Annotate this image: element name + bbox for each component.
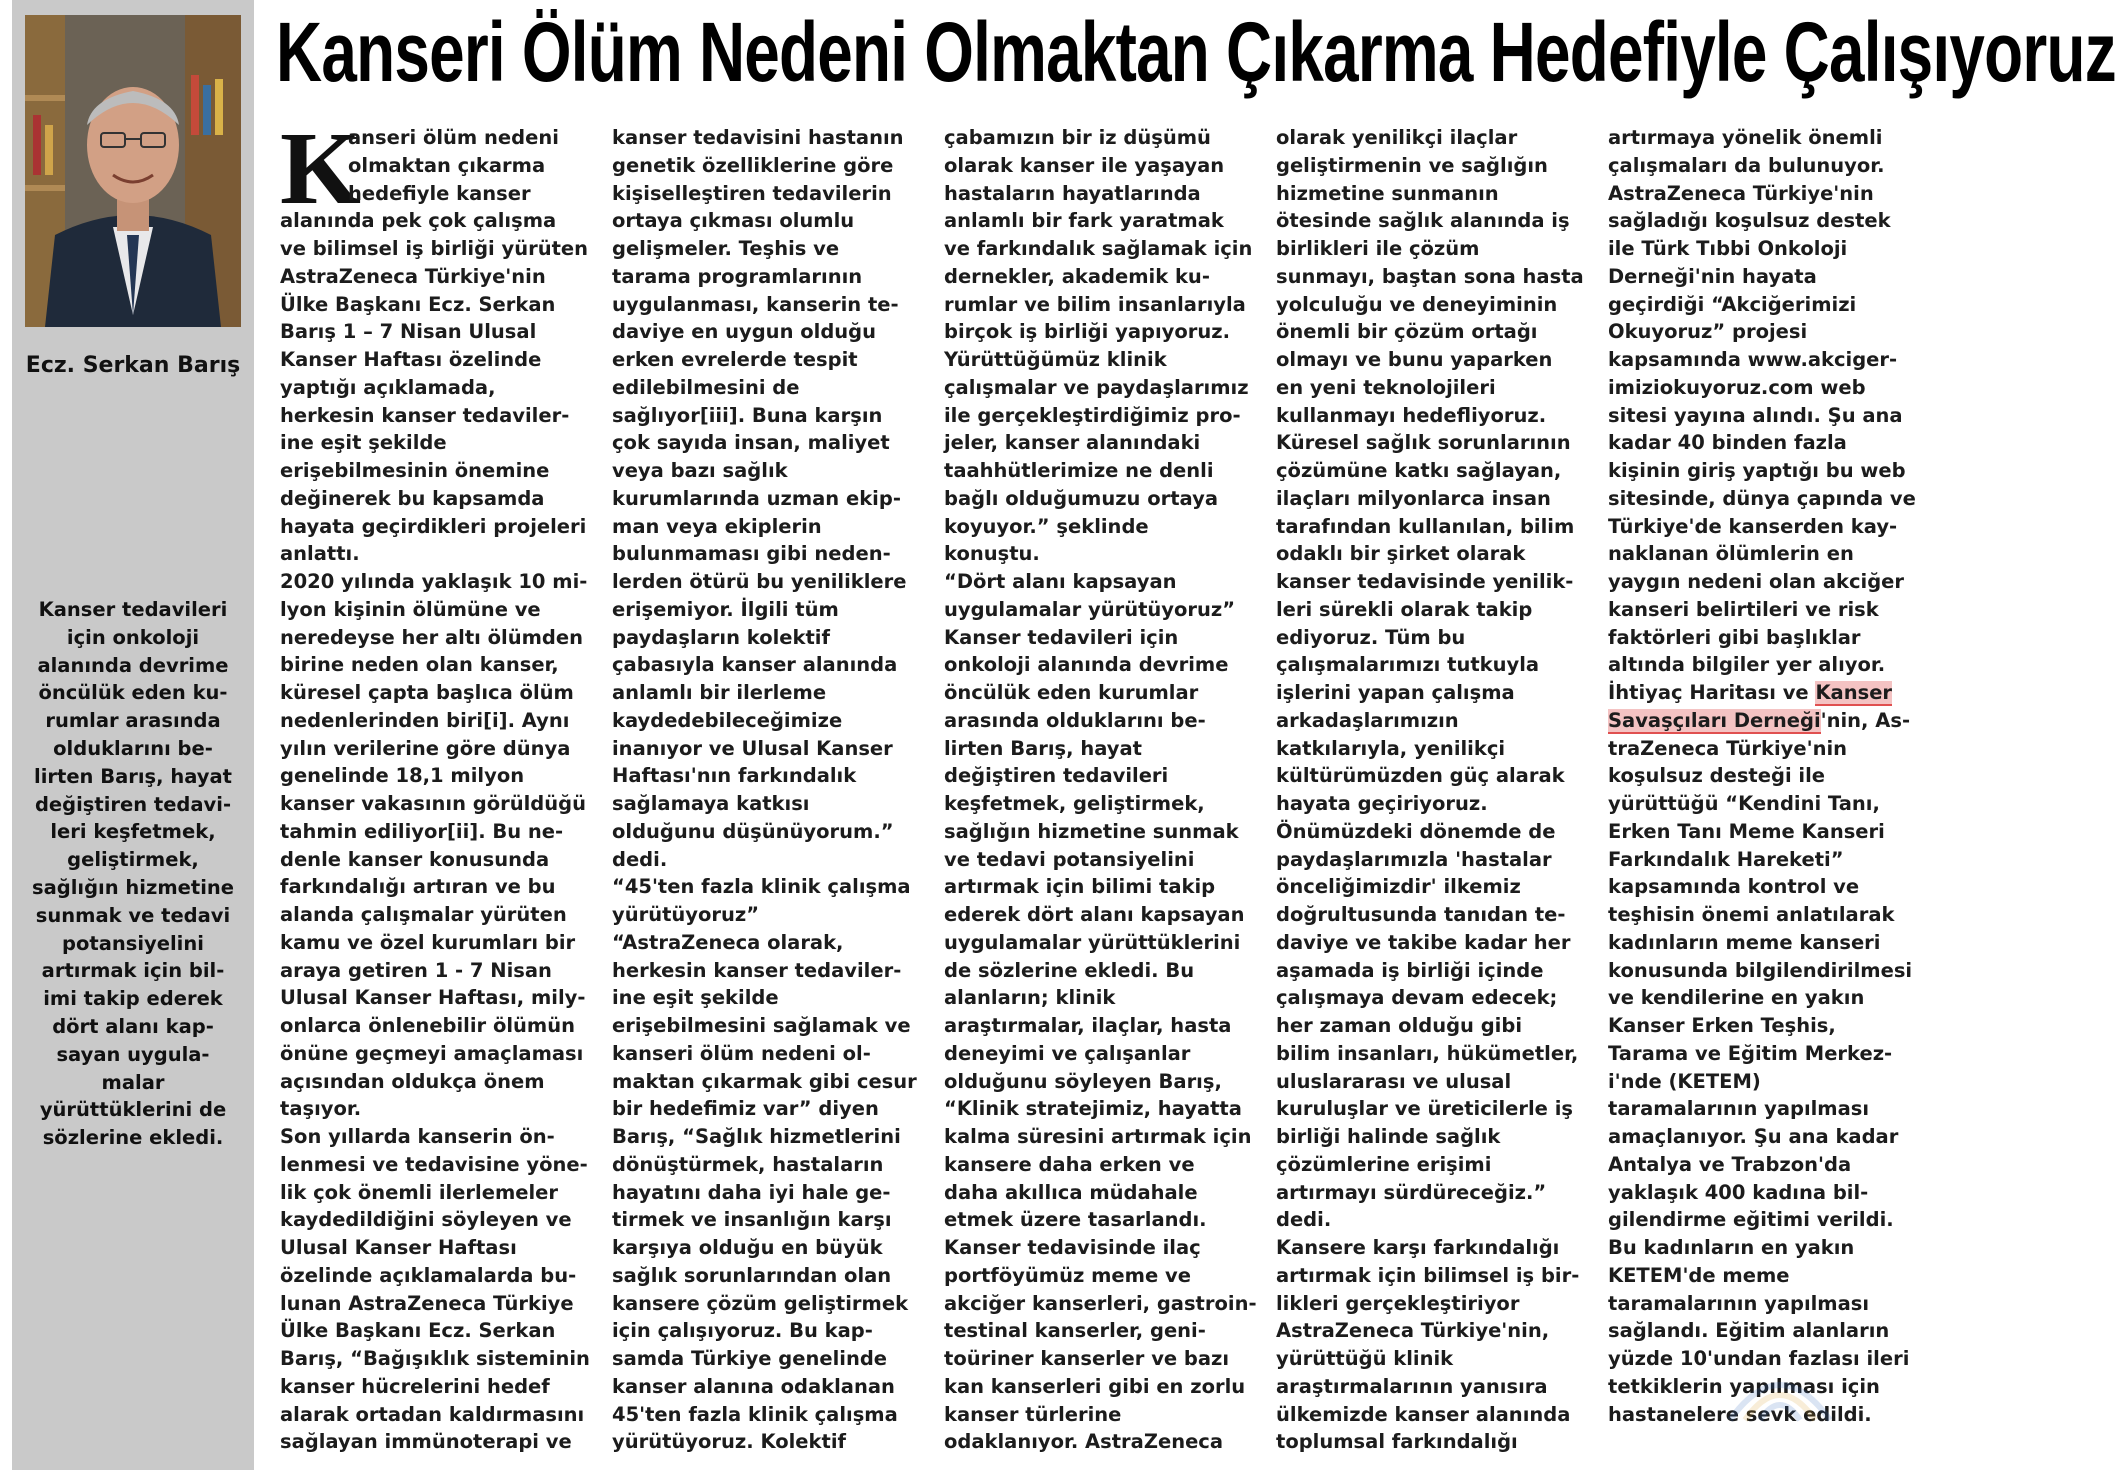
article-line: araştırmalar, ilaçlar, hasta [944,1014,1232,1037]
article-line: edilebilmesini de [612,375,800,399]
article-line: alanında pek çok çalışma [280,209,557,233]
article-line: ile gerçekleştirdiğimiz pro- [944,403,1241,427]
article-line: leri sürekli olarak takip [1276,597,1533,621]
article-line: toplumsal farkındalığı [1276,1430,1518,1454]
article-line: kadar 40 binden fazla [1608,431,1847,455]
pull-quote-line: lirten Barış, hayat [34,764,232,788]
article-line: taşıyor. [280,1097,362,1121]
pull-quote-line: rumlar arasında [45,709,221,733]
pull-quote-line: geliştirmek, [67,848,199,872]
article-line: koşulsuz desteği ile [1608,764,1826,788]
article-line: hayata geçiriyoruz. [1276,792,1488,815]
article-line: ortaya çıkması olumlu [612,209,855,233]
pull-quote-line: sağlığın hizmetine [32,875,234,899]
article-line: özelinde açıklamalarda bu- [280,1263,577,1287]
article-line: sağlıyor[iii]. Buna karşın [612,403,883,427]
article-line: akciğer kanserleri, gastroin- [944,1291,1257,1315]
article-line: ine eşit şekilde [280,431,447,455]
article-line: olmaktan çıkarma [348,153,546,177]
article-line: amaçlanıyor. Şu ana kadar [1608,1125,1899,1148]
article-line: geliştirmenin ve sağlığın [1276,153,1548,177]
article-line: konusunda bilgilendirilmesi [1608,958,1913,982]
highlighted-text: Kanser [1815,681,1893,704]
article-line: Ulusal Kanser Haftası [280,1236,517,1259]
article-column-5 [1608,124,1928,1428]
article-line: uygulamalar yürüttüklerini [944,930,1241,954]
pull-quote-line: değiştiren tedavi- [34,792,232,816]
article-line: faktörleri gibi başlıklar [1608,625,1861,649]
article-line: hastanelere sevk edildi. [1608,1402,1872,1426]
article-line: maktan çıkarmak gibi cesur [612,1069,917,1093]
article-line: dedi. [1276,1208,1332,1232]
article-line: artırmak için bilimsel iş bir- [1276,1263,1580,1287]
article-line: olmayı ve bunu yaparken [1276,348,1553,371]
article-line: Kanser tedavileri için [944,625,1179,649]
article-line: portföyümüz meme ve [944,1263,1191,1287]
article-line: kaydedildiğini söyleyen ve [280,1208,572,1232]
article-line: i'nde (KETEM) [1608,1069,1761,1093]
article-line: tetkiklerin yapılması için [1608,1374,1880,1398]
article-line: Ulusal Kanser Haftası, mily- [280,986,586,1010]
article-line: taramalarının yapılması [1608,1097,1870,1121]
article-line: çözümüne katkı sağlayan, [1276,459,1562,482]
article-line: denle kanser konusunda [280,847,550,871]
article-line: Kanser Haftası özelinde [280,348,542,371]
article-line: keşfetmek, geliştirmek, [944,792,1205,815]
article-line: etmek üzere tasarlandı. [944,1208,1207,1232]
article-line: genetik özelliklerine göre [612,153,894,177]
article-line: Derneği'nin hayata [1608,264,1817,288]
article-line: olarak kanser ile yaşayan [944,153,1225,177]
article-line: onlarca önlenebilir ölümün [280,1014,576,1037]
article-line: çalışmaya devam edecek; [1276,986,1558,1010]
article-line: kansere daha erken ve [944,1152,1195,1176]
pull-quote-line: öncülük eden ku- [38,681,228,705]
article-line: kadınların meme kanseri [1608,930,1881,954]
article-line: kanser tedavisini hastanın [612,126,904,149]
article-line: artırmayı sürdüreceğiz.” [1276,1180,1547,1204]
article-line: tahmin ediliyor[ii]. Bu ne- [280,819,564,843]
article-line: kanser türlerine [944,1402,1122,1426]
article-line: geçirdiği “Akciğerimizi [1608,292,1857,316]
article-line: yaklaşık 400 kadına bil- [1608,1180,1869,1204]
article-line: “Klinik stratejimiz, hayatta [944,1097,1242,1121]
article-line: alanda çalışmalar yürüten [280,903,567,926]
article-line: uygulanması, kanserin te- [612,292,899,316]
article-line: “AstraZeneca olarak, [612,930,844,954]
article-line: doğrultusunda tanıdan te- [1276,903,1566,926]
article-line: sağlığın hizmetine sunmak [944,819,1239,843]
article-line: onkoloji alanında devrime [944,653,1229,677]
article-line: sitesi yayına alındı. Şu ana [1608,403,1903,427]
article-line: karşıya olduğu en büyük [612,1236,883,1259]
article-line: kalma süresini artırmak için [944,1125,1252,1148]
article-line: hedefiyle kanser [348,181,531,205]
article-line: lyon kişinin ölümüne ve [280,597,541,621]
article-line: yüzde 10'undan fazlası ileri [1608,1347,1910,1370]
article-line: inanıyor ve Ulusal Kanser [612,736,893,760]
article-line: sağlık sorunlarından olan [612,1263,892,1287]
article-line: Okuyoruz” projesi [1608,320,1808,344]
article-line: tirmek ve insanlığın karşı [612,1208,892,1232]
pull-quote-line: Kanser tedavileri [38,598,228,621]
sidebar-panel [12,0,254,1470]
article-line: küresel çapta başlıca ölüm [280,681,574,704]
article-line: ediyoruz. Tüm bu [1276,625,1466,649]
article-line: yürüttüğü klinik [1276,1347,1454,1370]
article-line: kişinin giriş yaptığı bu web [1608,459,1906,482]
article-line: tarafından kullanılan, bilim [1276,514,1575,538]
article-line: kapsamında www.akciger- [1608,348,1898,371]
article-line: “45'ten fazla klinik çalışma [612,875,911,899]
article-line: birliği halinde sağlık [1276,1125,1501,1148]
article-line: 45'ten fazla klinik çalışma [612,1402,898,1426]
article-line: alarak ortadan kaldırmasını [280,1402,585,1426]
article-line: yaptığı açıklamada, [280,375,496,399]
article-line: Erken Tanı Meme Kanseri [1608,819,1885,843]
article-line: birlikleri ile çözüm [1276,237,1480,260]
article-line: imiziokuyoruz.com web [1608,375,1866,399]
article-line: yılın verilerine göre dünya [280,736,571,760]
article-line: sağlayan immünoterapi ve [280,1430,572,1454]
article-line: taramalarının yapılması [1608,1291,1870,1315]
article-line: bilim insanları, hükümetler, [1276,1041,1579,1065]
article-line: kansere çözüm geliştirmek [612,1291,909,1315]
article-line: neredeyse her altı ölümden [280,625,583,649]
article-line: ederek dört alanı kapsayan [944,903,1245,926]
article-line: tarama programlarının [612,264,863,288]
article-line: samda Türkiye genelinde [612,1347,888,1370]
article-line: daviye en uygun olduğu [612,320,877,344]
article-line: genelinde 18,1 milyon [280,764,525,788]
article-line: Son yıllarda kanserin ön- [280,1125,555,1148]
article-line: 2020 yılında yaklaşık 10 mi- [280,570,588,593]
article-line: lerden ötürü bu yeniliklere [612,570,907,593]
article-line: likleri gerçekleştiriyor [1276,1291,1520,1315]
article-line: kanser alanına odaklanan [612,1374,895,1398]
article-line: AstraZeneca Türkiye'nin [280,264,546,288]
article-line: en yeni teknolojileri [1276,375,1496,399]
article-line: ülkemizde kanser alanında [1276,1402,1571,1426]
article-line: artırmak için bilimi takip [944,875,1216,899]
article-line: daviye ve takibe kadar her [1276,930,1571,954]
article-column-4 [1276,124,1596,1456]
article-line: Antalya ve Trabzon'da [1608,1152,1852,1176]
article-line: odaklanıyor. AstraZeneca [944,1430,1224,1454]
article-line: olarak yenilikçi ilaçlar [1276,126,1518,149]
article-line: deneyimi ve çalışanlar [944,1041,1191,1065]
article-line: gilendirme eğitimi verildi. [1608,1208,1894,1232]
article-line: yürütüyoruz. Kolektif [612,1430,846,1454]
article-line: taahhütlerimize ne denli [944,459,1214,482]
article-line: hayata geçirdikleri projeleri [280,514,587,538]
article-line: Yürüttüğümüz klinik [944,348,1167,371]
article-line: Haftası'nın farkındalık [612,764,857,788]
article-line: paydaşlarımızla 'hastalar [1276,847,1552,871]
article-line: lenmesi ve tedavisine yöne- [280,1152,588,1176]
article-line: çözümlerine erişimi [1276,1152,1492,1176]
pull-quote-line: malar [101,1070,165,1094]
article-line: anseri ölüm nedeni [348,126,559,149]
article-line: KETEM'de meme [1608,1263,1790,1287]
article-line: gelişmeler. Teşhis ve [612,237,840,260]
article-line: sitesinde, dünya çapında ve [1608,486,1916,510]
pull-quote-line: olduklarını be- [53,736,213,760]
article-line: Tarama ve Eğitim Merkez- [1608,1041,1893,1065]
pull-quote-line: için onkoloji [66,625,200,649]
article-line: ve farkındalık sağlamak için [944,237,1253,260]
article-line: Önümüzdeki dönemde de [1276,819,1556,843]
pull-quote-line: sunmak ve tedavi [35,903,231,927]
article-line: çalışmalarımızı tutkuyla [1276,653,1540,677]
article-line: katkılarıyla, yenilikçi [1276,736,1506,760]
article-line: teşhisin önemi anlatılarak [1608,903,1895,926]
article-line: her zaman olduğu gibi [1276,1014,1523,1037]
article-line: çok sayıda insan, maliyet [612,431,890,455]
article-line: kuruluşlar ve üreticilerle iş [1276,1097,1573,1121]
article-line: Kanser Erken Teşhis, [1608,1014,1836,1037]
article-line: bir hedefimiz var” diyen [612,1097,879,1121]
article-line [1608,679,1928,707]
article-line: Küresel sağlık sorunlarının [1276,431,1571,455]
article-line: de sözlerine ekledi. Bu [944,958,1195,982]
article-line: erişebilmesini sağlamak ve [612,1014,911,1037]
pull-quote-line: imi takip ederek [43,987,223,1011]
article-line: Barış, “Sağlık hizmetlerini [612,1125,901,1148]
article-line: erişebilmesinin önemine [280,459,550,482]
article-line: yürütüyoruz” [612,903,760,926]
article-line: anlamlı bir fark yaratmak [944,209,1224,233]
article-line: paydaşların kolektif [612,625,830,649]
article-line: ve tedavi potansiyelini [944,847,1195,871]
pull-quote-line: dört alanı kap- [52,1014,214,1038]
article-line: farkındalığı artıran ve bu [280,875,556,899]
article-line: değiştiren tedavileri [944,764,1169,788]
drop-cap: K [280,111,361,226]
article-line: çalışmalar ve paydaşlarımız [944,375,1249,399]
article-line: ötesinde sağlık alanında iş [1276,209,1570,233]
article-line: önüne geçmeyi amaçlaması [280,1041,584,1065]
article-line: yolculuğu ve deneyiminin [1276,292,1558,316]
article-line: hayatını daha iyi hale ge- [612,1180,891,1204]
article-line: koyuyor.” şeklinde [944,514,1149,538]
pull-quote-line: sayan uygula- [56,1042,210,1066]
pull-quote-line: yürüttüklerini de [39,1098,227,1122]
pull-quote-line: potansiyelini [62,931,204,955]
article-line: öncülük eden kurumlar [944,681,1199,704]
article-line: artırmaya yönelik önemli [1608,126,1883,149]
article-line: araştırmalarının yanısıra [1276,1374,1548,1398]
article-line: kanser vakasının görüldüğü [280,792,586,815]
highlighted-text: Savaşçıları Derneği [1608,708,1821,732]
article-line: aşamada iş birliği içinde [1276,958,1544,982]
article-line: araya getiren 1 - 7 Nisan [280,958,552,982]
headline: Kanseri Ölüm Nedeni Olmaktan Çıkarma Hedefiyle Çalışıyoruz [276,5,2116,99]
article-line: ine eşit şekilde [612,986,779,1010]
article-line: olduğunu söyleyen Barış, [944,1069,1222,1093]
article-line: açısından oldukça önem [280,1069,545,1093]
article-line: kamu ve özel kurumları bir [280,930,576,954]
article-line: hastaların hayatlarında [944,181,1201,205]
article-line: olduğunu düşünüyorum.” [612,819,894,843]
article-line: herkesin kanser tedaviler- [280,403,570,427]
article-line: herkesin kanser tedaviler- [612,958,902,982]
pull-quote-line: sözlerine ekledi. [42,1126,224,1150]
article-line: uluslararası ve ulusal [1276,1069,1512,1093]
article-line: önceliğimizdir' ilkemiz [1276,875,1521,899]
article-line: değinerek bu kapsamda [280,486,545,510]
article-line [1608,707,1928,735]
article-line: sağlandı. Eğitim alanların [1608,1319,1890,1343]
article-line: AstraZeneca Türkiye'nin, [1276,1319,1550,1343]
article-line: Barış 1 – 7 Nisan Ulusal [280,320,537,344]
article-line: kanseri ölüm nedeni ol- [612,1041,871,1065]
article-line: “Dört alanı kapsayan [944,570,1177,593]
article-line: erken evrelerde tespit [612,348,858,371]
article-line: anlamlı bir ilerleme [612,681,827,704]
article-line: man veya ekiplerin [612,514,822,538]
article-line: dernekler, akademik ku- [944,264,1210,288]
article-line: lik çok önemli ilerlemeler [280,1180,559,1204]
article-line: birçok iş birliği yapıyoruz. [944,320,1230,344]
article-line: kanseri belirtileri ve risk [1608,597,1879,621]
article-line: ile Türk Tıbbi Onkoloji [1608,237,1848,260]
article-line: Farkındalık Hareketi” [1608,847,1844,871]
article-line: çalışmaları da bulunuyor. [1608,153,1885,177]
article-line: için çalışıyoruz. Bu kap- [612,1319,873,1343]
article-line: nedenlerinden biri[i]. Aynı [280,708,570,732]
article-line: lirten Barış, hayat [944,736,1142,760]
article-line: kapsamında kontrol ve [1608,875,1860,899]
article-line: altında bilgiler yer alıyor. [1608,653,1886,677]
article-line: kanser hücrelerini hedef [280,1374,550,1398]
article-line: ve bilimsel iş birliği yürüten [280,237,589,260]
pull-quote [20,596,246,1152]
article-line: jeler, kanser alanındaki [944,431,1201,455]
article-line: kaydedebileceğimize [612,708,843,732]
article-line: daha akıllıca müdahale [944,1180,1198,1204]
article-line: traZeneca Türkiye'nin [1608,736,1848,760]
article-line: kişiselleştiren tedavilerin [612,181,892,205]
article-text: İhtiyaç Haritası ve [1608,681,1816,704]
article-line: naklanan ölümlerin en [1608,542,1854,566]
article-line: anlattı. [280,542,360,566]
article-line: işlerini yapan çalışma [1276,681,1515,704]
article-line: yaygın nedeni olan akciğer [1608,570,1905,593]
article-line: kültürümüzden güç alarak [1276,764,1565,788]
article-line: erişemiyor. İlgili tüm [612,597,839,621]
article-line: Türkiye'de kanserden kay- [1608,514,1898,538]
article-line: sağladığı koşulsuz destek [1608,209,1891,233]
article-line: Ülke Başkanı Ecz. Serkan [280,1319,556,1343]
article-line: dönüştürmek, hastaların [612,1152,884,1176]
article-line: odaklı bir şirket olarak [1276,542,1526,566]
article-line: önemli bir çözüm ortağı [1276,320,1538,344]
byline: Ecz. Serkan Barış [25,353,241,378]
article-line: testinal kanserler, geni- [944,1319,1206,1343]
article-line: lunan AstraZeneca Türkiye [280,1291,574,1315]
pull-quote-line: artırmak için bil- [41,959,225,983]
portrait-illustration [25,15,241,327]
article-line: ve kendilerine en yakın [1608,986,1865,1010]
article-line: Barış, “Bağışıklık sisteminin [280,1347,590,1370]
article-line: rumlar ve bilim insanlarıyla [944,292,1246,316]
article-line: arasında olduklarını be- [944,708,1206,732]
article-line: yürüttüğü “Kendini Tanı, [1608,792,1880,815]
article-line: bulunmaması gibi neden- [612,542,891,566]
article-column-3 [944,124,1264,1456]
article-line: Kansere karşı farkındalığı [1276,1236,1560,1259]
article-line: dedi. [612,847,668,871]
article-line: çabamızın bir iz düşümü [944,126,1211,149]
article-line: çabasıyla kanser alanında [612,653,898,677]
article-line: Kanser tedavisinde ilaç [944,1236,1201,1259]
article-line: arkadaşlarımızın [1276,708,1459,732]
portrait-photo [25,15,241,327]
article-text: 'nin, As- [1820,708,1911,732]
article-line: Bu kadınların en yakın [1608,1236,1855,1259]
article-line: kullanmayı hedefliyoruz. [1276,403,1547,427]
article-line: hizmetine sunmanın [1276,181,1499,205]
pull-quote-line: alanında devrime [37,653,229,677]
article-line: birine neden olan kanser, [280,653,559,677]
article-line: veya bazı sağlık [612,459,788,482]
article-line: uygulamalar yürütüyoruz” [944,597,1236,621]
article-column-1 [280,111,600,1456]
article-line: AstraZeneca Türkiye'nin [1608,181,1874,205]
article-line: kanser tedavisinde yenilik- [1276,570,1574,593]
article-column-2 [612,124,932,1456]
article-line: ilaçları milyonlarca insan [1276,486,1551,510]
article-line: bağlı olduğumuzu ortaya [944,486,1218,510]
watermark-logo-icon [1720,1340,1840,1440]
article-line: Ülke Başkanı Ecz. Serkan [280,292,556,316]
article-line: kurumlarında uzman ekip- [612,486,901,510]
pull-quote-line: leri keşfetmek, [50,820,216,844]
article-line: sunmayı, baştan sona hasta [1276,264,1584,288]
article-line: konuştu. [944,542,1040,566]
article-line: toüriner kanserler ve bazı [944,1347,1230,1370]
article-line: alanların; klinik [944,986,1116,1010]
article-line: sağlamaya katkısı [612,792,810,815]
article-line: kan kanserleri gibi en zorlu [944,1374,1246,1398]
